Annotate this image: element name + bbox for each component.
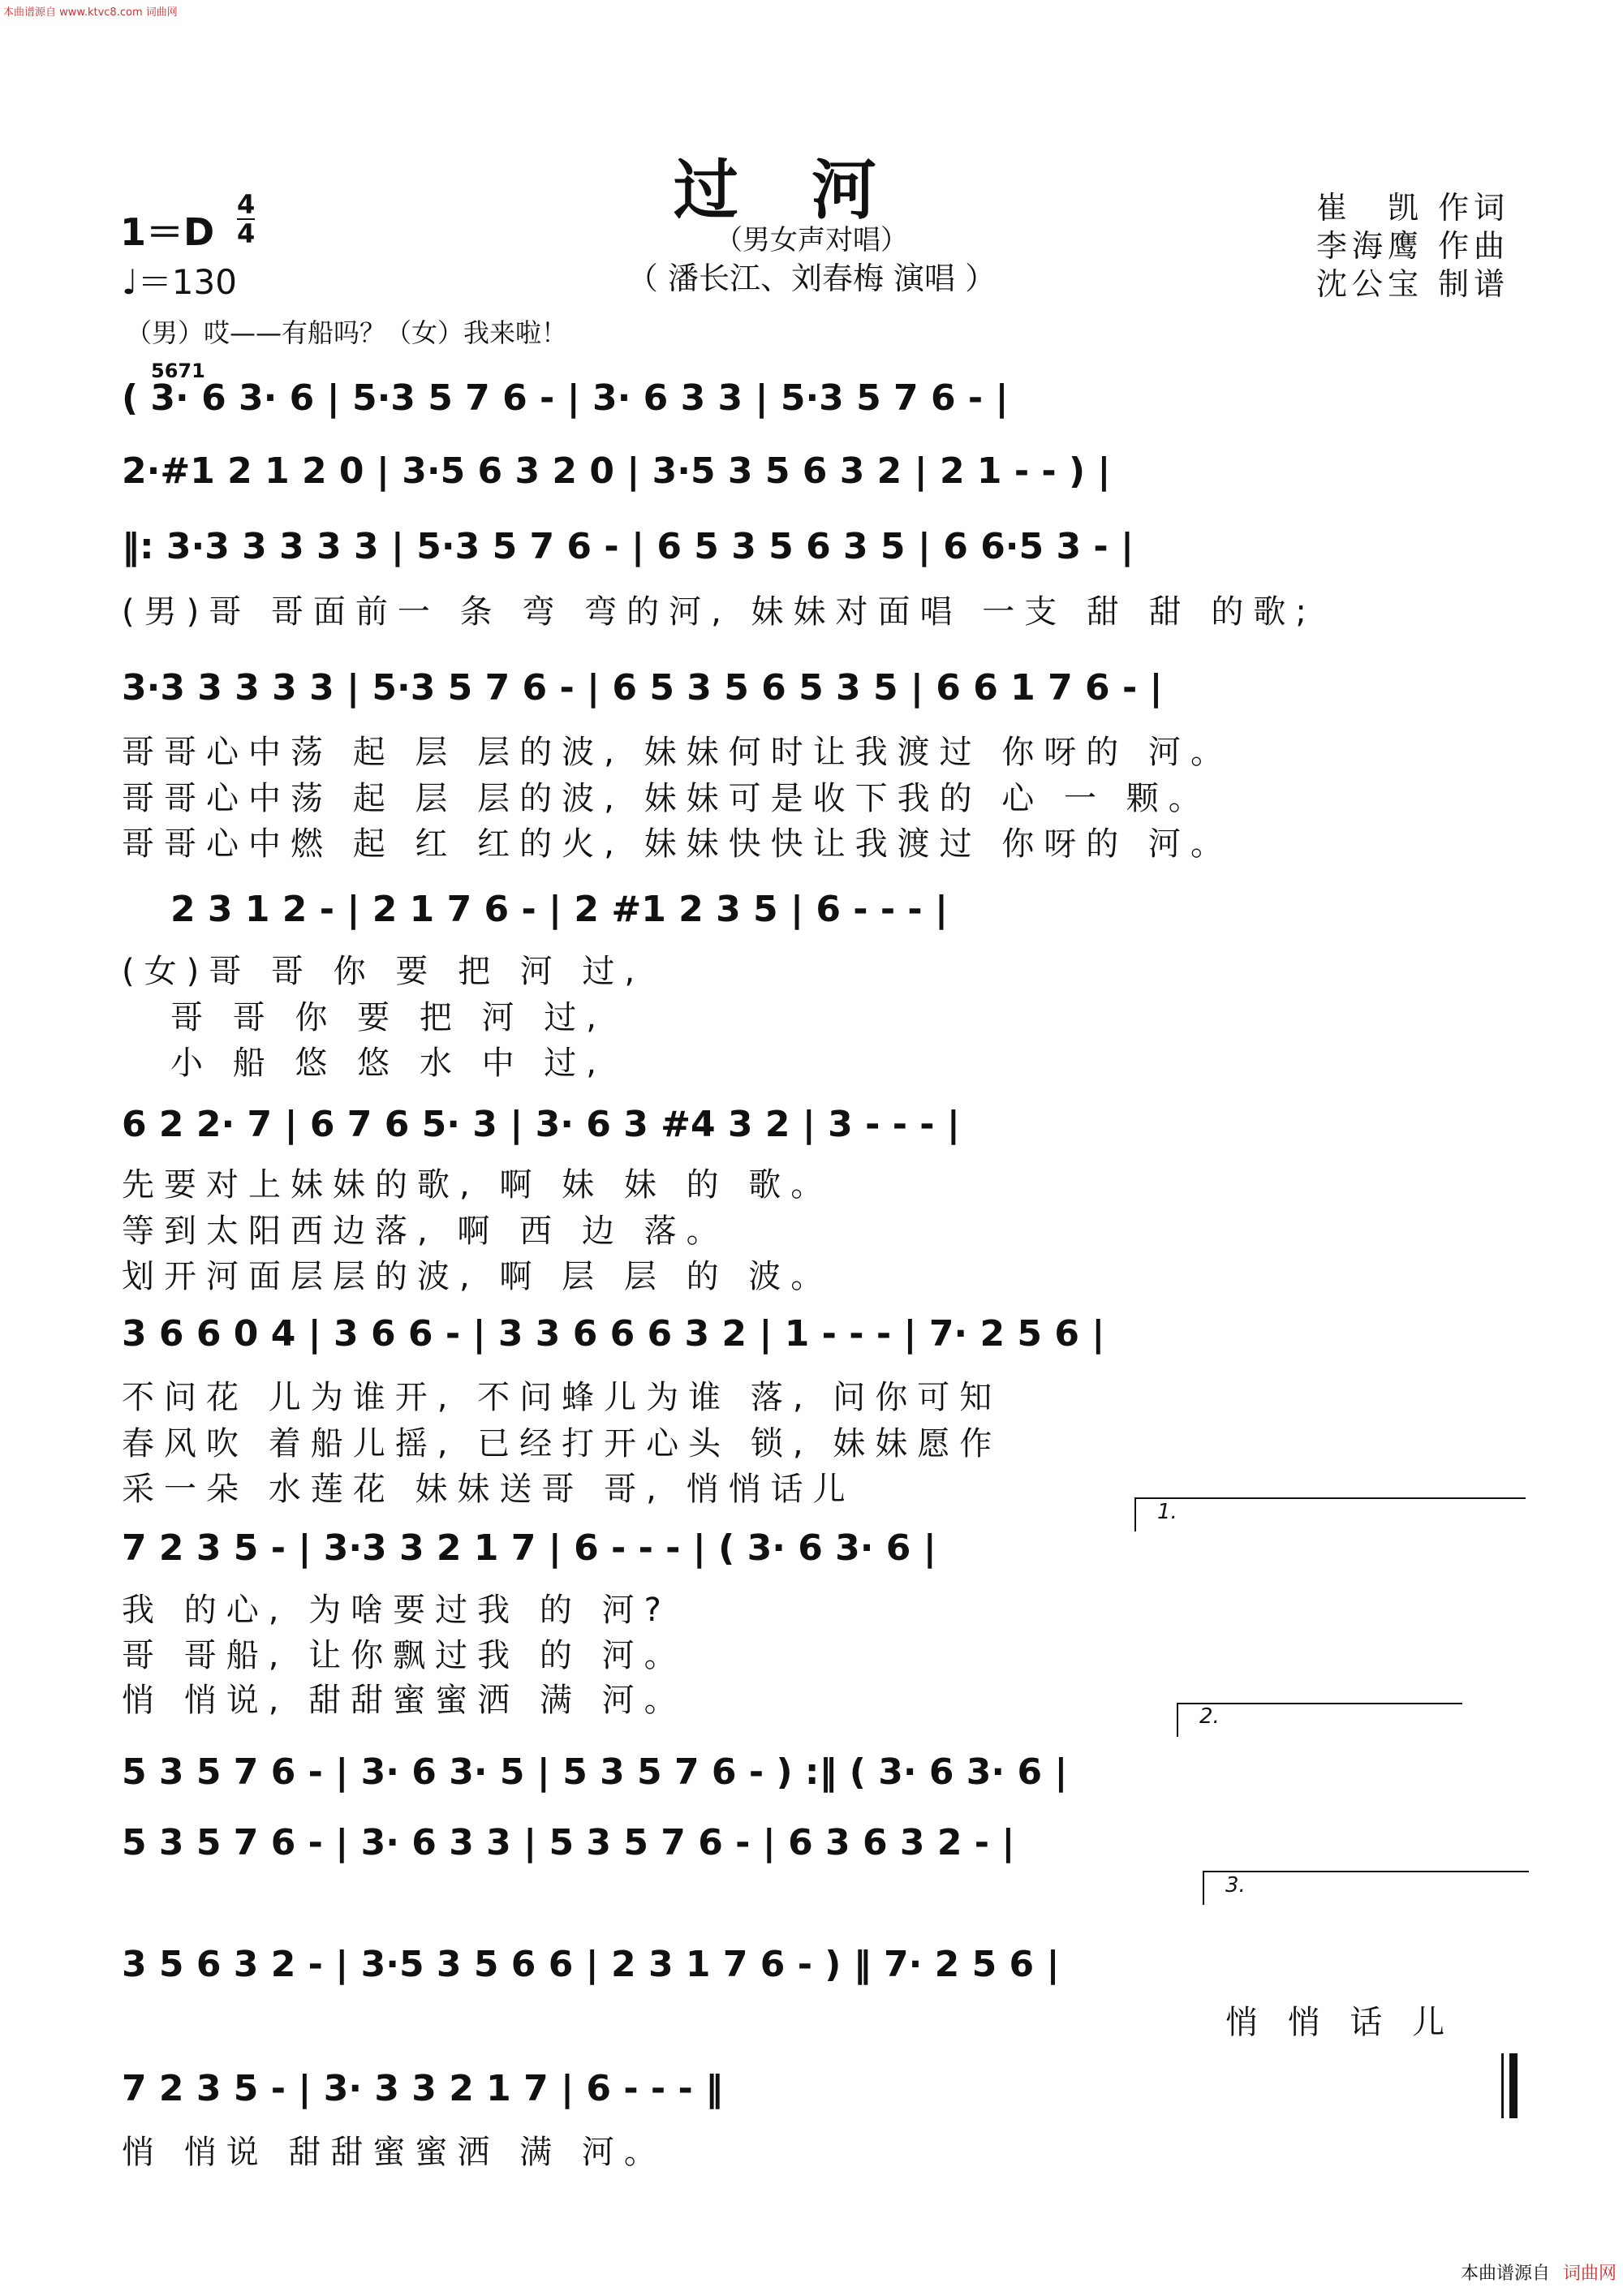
time-signature: [237, 191, 255, 248]
lyric-row-7-1: 不问花 儿为谁开, 不问蜂儿为谁 落, 问你可知: [122, 1379, 1002, 1416]
score-row-11: 3 5 6 3 2 - | 3·5 3 5 6 6 | 2 3 1 7 6 - ) ‖ 7· 2 5 6 |: [122, 1944, 1060, 1985]
lyric-row-8-2: 哥 哥船, 让你飘过我 的 河。: [122, 1637, 687, 1674]
lyric-row-6-3: 划开河面层层的波, 啊 层 层 的 波。: [122, 1258, 833, 1295]
song-performers: （ 潘长江、刘春梅 演唱 ）: [626, 261, 997, 296]
score-row-3: ‖: 3·3 3 3 3 3 | 5·3 5 7 6 - | 6 5 3 5 6 3 5 | 6 6·5 3 - |: [122, 526, 1134, 567]
lyric-row-6-1: 先要对上妹妹的歌, 啊 妹 妹 的 歌。: [122, 1166, 833, 1204]
score-row-12: 7 2 3 5 - | 3· 3 3 2 1 7 | 6 - - - ‖: [122, 2068, 724, 2109]
song-subtitle: （男女声对唱）: [715, 224, 908, 256]
lyricist: 崔 凯 作词: [1316, 190, 1510, 226]
footer-site: 词曲网: [1562, 2264, 1617, 2284]
lyric-row-5-1: (女)哥 哥 你 要 把 河 过,: [122, 953, 645, 990]
score-row-2: 2·#1 2 1 2 0 | 3·5 6 3 2 0 | 3·5 3 5 6 3 2 | 2 1 - - ) |: [122, 450, 1111, 492]
score-row-1: ( 3· 6 3· 6 | 5·3 5 7 6 - | 3· 6 3 3 | 5·3 5 7 6 - |: [122, 377, 1009, 419]
score-row-7: 3 6 6 0 4 | 3 6 6 - | 3 3 6 6 6 3 2 | 1 - - - | 7· 2 5 6 |: [122, 1313, 1105, 1355]
score-row-8: 7 2 3 5 - | 3·3 3 2 1 7 | 6 - - - | ( 3· 6 3· 6 |: [122, 1527, 936, 1569]
lyric-row-5-3: 小 船 悠 悠 水 中 过,: [170, 1045, 607, 1082]
score-row-6: 6 2 2· 7 | 6 7 6 5· 3 | 3· 6 3 #4 3 2 | 3 - - - |: [122, 1104, 960, 1145]
transcriber: 沈公宝 制谱: [1316, 266, 1510, 302]
song-title: 过河: [674, 153, 949, 228]
lyric-row-5-2: 哥 哥 你 要 把 河 过,: [170, 999, 607, 1036]
lyric-row-8-3: 悄 悄说, 甜甜蜜蜜洒 满 河。: [122, 1682, 687, 1719]
composer: 李海鹰 作曲: [1316, 228, 1510, 264]
lyric-row-4-1: 哥哥心中荡 起 层 层的波, 妹妹何时让我渡过 你呀的 河。: [122, 734, 1233, 771]
lyric-row-8-1: 我 的心, 为啥要过我 的 河?: [122, 1592, 671, 1629]
lyric-row-4-3: 哥哥心中燃 起 红 红的火, 妹妹快快让我渡过 你呀的 河。: [122, 825, 1233, 863]
time-top: 4: [237, 189, 256, 220]
volta-number-1: 1.: [1157, 1500, 1177, 1524]
grace-notes: 5671: [151, 360, 205, 382]
volta-bracket-1: [1134, 1497, 1526, 1531]
score-row-4: 3·3 3 3 3 3 | 5·3 5 7 6 - | 6 5 3 5 6 5 3 5 | 6 6 1 7 6 - |: [122, 667, 1163, 709]
lyric-row-3-1: (男)哥 哥面前一 条 弯 弯的河, 妹妹对面唱 一支 甜 甜 的歌;: [122, 593, 1316, 631]
lyric-row-11-1: 悄 悄 话 儿: [1225, 2004, 1455, 2041]
lyric-row-7-3: 采一朵 水莲花 妹妹送哥 哥, 悄悄话儿: [122, 1471, 855, 1508]
score-row-9: 5 3 5 7 6 - | 3· 6 3· 5 | 5 3 5 7 6 - ) :‖ ( 3· 6 3· 6 |: [122, 1751, 1068, 1793]
tempo-mark: ♩＝130: [122, 262, 237, 302]
volta-number-2: 2.: [1199, 1704, 1220, 1729]
score-row-10: 5 3 5 7 6 - | 3· 6 3 3 | 5 3 5 7 6 - | 6 3 6 3 2 - |: [122, 1822, 1015, 1863]
key-signature: 1＝D: [120, 210, 215, 254]
lyric-row-7-2: 春风吹 着船儿摇, 已经打开心头 锁, 妹妹愿作: [122, 1425, 1002, 1462]
footer-source: 本曲谱源自: [1460, 2264, 1550, 2284]
time-bottom: 4: [237, 218, 256, 249]
volta-number-3: 3.: [1225, 1873, 1246, 1898]
final-bar-thick: [1509, 2053, 1518, 2118]
score-row-5: 2 3 1 2 - | 2 1 7 6 - | 2 #1 2 3 5 | 6 - - - |: [170, 889, 949, 930]
final-bar-thin: [1501, 2053, 1504, 2118]
lyric-row-6-2: 等到太阳西边落, 啊 西 边 落。: [122, 1213, 729, 1250]
lyric-row-4-2: 哥哥心中荡 起 层 层的波, 妹妹可是收下我的 心 一 颗。: [122, 780, 1211, 817]
site-header: 本曲谱源自 www.ktvc8.com 词曲网: [3, 6, 178, 19]
intro-text: （男）哎——有船吗？（女）我来啦！: [126, 317, 568, 348]
lyric-row-12-1: 悄 悄说 甜甜蜜蜜洒 满 河。: [122, 2134, 666, 2171]
volta-bracket-3: [1203, 1871, 1529, 1905]
